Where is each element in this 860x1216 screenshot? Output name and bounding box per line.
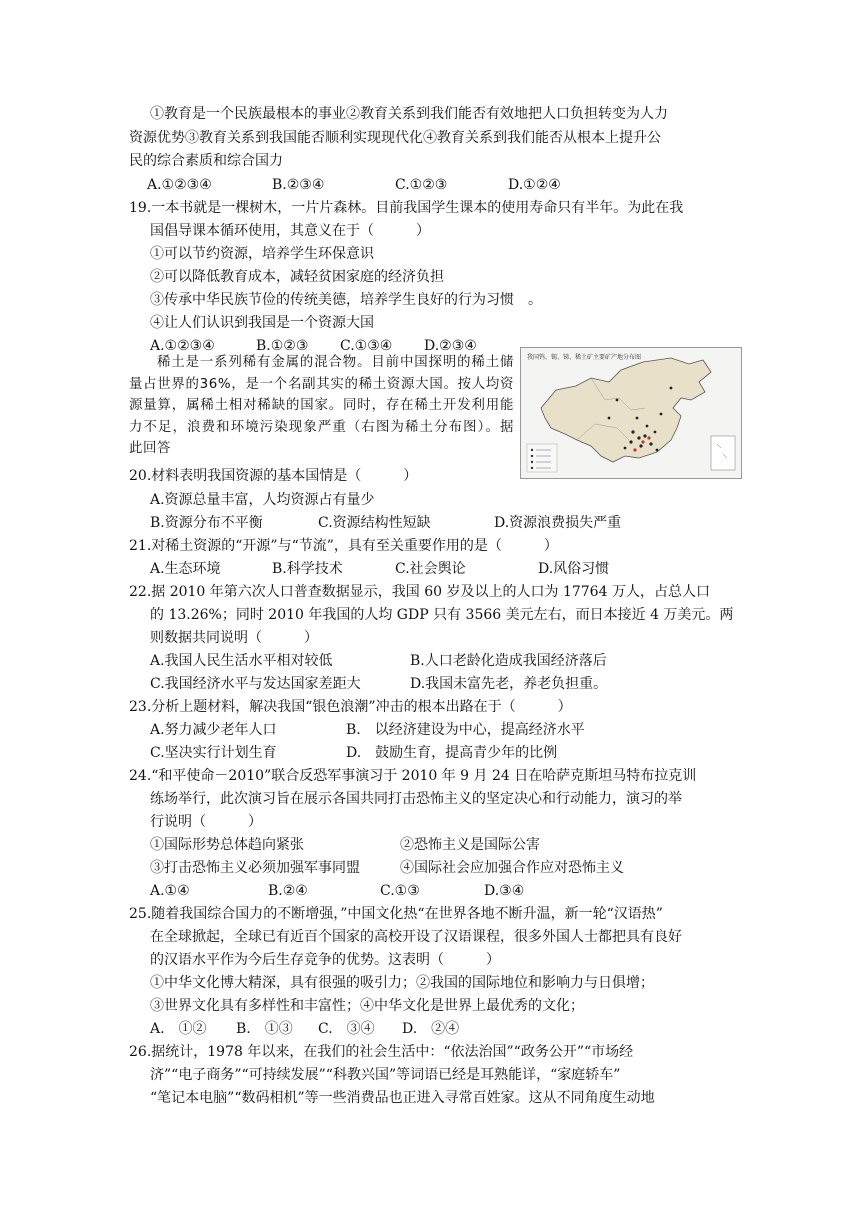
q22-option-b: B.人口老龄化造成我国经济落后 <box>410 653 607 669</box>
q20-option-a: A.资源总量丰富，人均资源占有量少 <box>150 492 375 508</box>
q19-option-d: D.②③④ <box>424 338 477 354</box>
q22-option-d: D.我国未富先老，养老负担重。 <box>410 676 608 692</box>
q25-items-line2: ③世界文化具有多样性和丰富性；④中华文化是世界上最优秀的文化； <box>150 998 584 1014</box>
q26-stem-line3: “笔记本电脑”“数码相机”等一些消费品也正进入寻常百姓家。这从不同角度生动地 <box>150 1090 655 1106</box>
q20-option-d: D.资源浪费损失严重 <box>494 515 622 531</box>
q18-text-line2: 资源优势③教育关系到我国能否顺利实现现代化④教育关系到我们能否从根本上提升公 <box>129 130 661 146</box>
q22-stem-line3: 则数据共同说明（ ） <box>150 630 318 646</box>
q24-item-1: ①国际形势总体趋向紧张 <box>150 837 304 853</box>
q23-option-b: B. 以经济建设为中心，提高经济水平 <box>346 722 585 738</box>
q24-item-4: ④国际社会应加强合作应对恐怖主义 <box>400 860 624 876</box>
q21-option-b: B.科学技术 <box>272 561 343 577</box>
q25-stem-line1: 25.随着我国综合国力的不断增强，”中国文化热“在世界各地不断升温，新一轮“汉语热” <box>129 906 663 922</box>
q20-stem: 20.材料表明我国资源的基本国情是（ ） <box>129 468 418 484</box>
q18-option-c: C.①②③ <box>395 177 448 193</box>
q23-option-d: D. 鼓励生育，提高青少年的比例 <box>346 745 558 761</box>
q19-item-3: ③传承中华民族节俭的传统美德，培养学生良好的行为习惯 。 <box>150 292 542 308</box>
q20-option-b: B.资源分布不平衡 <box>150 515 263 531</box>
q19-stem-line2: 国倡导课本循环使用，其意义在于（ ） <box>150 223 430 239</box>
q25-items-line1: ①中华文化博大精深，具有很强的吸引力；②我国的国际地位和影响力与日俱增； <box>150 975 654 991</box>
q21-stem: 21.对稀土资源的“开源”与“节流”，具有至关重要作用的是（ ） <box>129 538 558 554</box>
q20-option-c: C.资源结构性短缺 <box>318 515 431 531</box>
q19-option-a: A.①②③④ <box>150 338 215 354</box>
q22-stem-line2: 的 13.26%；同时 2010 年我国的人均 GDP 只有 3566 美元左右，而日本接近 4 万美元。两 <box>150 607 734 623</box>
q24-stem-line3: 行说明（ ） <box>150 814 262 830</box>
q24-item-2: ②恐怖主义是国际公害 <box>400 837 540 853</box>
q19-option-b: B.①②③ <box>256 338 309 354</box>
q25-option-b: B. ①③ <box>236 1021 293 1037</box>
q19-option-c: C.①③④ <box>340 338 393 354</box>
q24-stem-line1: 24.“和平使命－2010”联合反恐军事演习于 2010 年 9 月 24 日在哈萨克斯坦马特布拉克训 <box>129 768 697 784</box>
q24-option-b: B.②④ <box>268 883 308 899</box>
q23-stem: 23.分析上题材料，解决我国“银色浪潮”冲击的根本出路在于（ ） <box>129 699 572 715</box>
q25-option-a: A. ①② <box>150 1021 207 1037</box>
q18-option-b: B.②③④ <box>272 177 325 193</box>
q22-option-a: A.我国人民生活水平相对较低 <box>150 653 333 669</box>
q24-stem-line2: 练场举行，此次演习旨在展示各国共同打击恐怖主义的坚定决心和行动能力，演习的举 <box>150 791 682 807</box>
q26-stem-line1: 26.据统计，1978 年以来，在我们的社会生活中：“依法治国”“政务公开”“市场经 <box>129 1044 634 1060</box>
q25-option-c: C. ③④ <box>318 1021 375 1037</box>
rare-earth-distribution-map <box>520 347 742 479</box>
q24-option-c: C.①③ <box>380 883 420 899</box>
q23-option-a: A.努力减少老年人口 <box>150 722 277 738</box>
q18-text-line3: 民的综合素质和综合国力 <box>129 153 283 169</box>
q18-option-d: D.①②④ <box>508 177 561 193</box>
rare-earth-passage: 稀土是一系列稀有金属的混合物。目前中国探明的稀土储量占世界的36%，是一个名副其实的稀土资源大国。按人均资源量算，属稀土相对稀缺的国家。同时，存在稀土开发利用能力不足，浪费和环境污染现象严重（右图为稀土分布图）。据此回答 <box>129 355 514 456</box>
q25-stem-line3: 的汉语水平作为今后生存竞争的优势。这表明（ ） <box>150 952 500 968</box>
q18-text-line1: ①教育是一个民族最根本的事业②教育关系到我们能否有效地把人口负担转变为人力 <box>150 106 668 122</box>
q26-stem-line2: 济”“电子商务”“可持续发展”“科教兴国”等词语已经是耳熟能详，“家庭轿车” <box>150 1067 621 1083</box>
q25-stem-line2: 在全球掀起，全球已有近百个国家的高校开设了汉语课程，很多外国人士都把具有良好 <box>150 929 682 945</box>
q18-option-a: A.①②③④ <box>147 177 212 193</box>
q21-option-d: D.风俗习惯 <box>538 561 610 577</box>
q22-stem-line1: 22.据 2010 年第六次人口普查数据显示，我国 60 岁及以上的人口为 17764 万人，占总人口 <box>129 584 710 600</box>
q23-option-c: C.坚决实行计划生育 <box>150 745 277 761</box>
q25-option-d: D. ②④ <box>402 1021 460 1037</box>
q22-option-c: C.我国经济水平与发达国家差距大 <box>150 676 361 692</box>
q19-item-4: ④让人们认识到我国是一个资源大国 <box>150 315 374 331</box>
q19-stem-line1: 19.一本书就是一棵树木，一片片森林。目前我国学生课本的使用寿命只有半年。为此在我 <box>129 200 684 216</box>
q24-option-d: D.③④ <box>484 883 525 899</box>
china-map-icon <box>521 348 741 478</box>
q21-option-a: A.生态环境 <box>150 561 221 577</box>
map-title: 我国钨、锡、锑、稀土矿主要矿产地分布图 <box>527 354 642 361</box>
q19-item-1: ①可以节约资源，培养学生环保意识 <box>150 246 374 262</box>
q24-item-3: ③打击恐怖主义必须加强军事同盟 <box>150 860 360 876</box>
q24-option-a: A.①④ <box>150 883 190 899</box>
q19-item-2: ②可以降低教育成本，减轻贫困家庭的经济负担 <box>150 269 444 285</box>
q21-option-c: C.社会舆论 <box>395 561 466 577</box>
